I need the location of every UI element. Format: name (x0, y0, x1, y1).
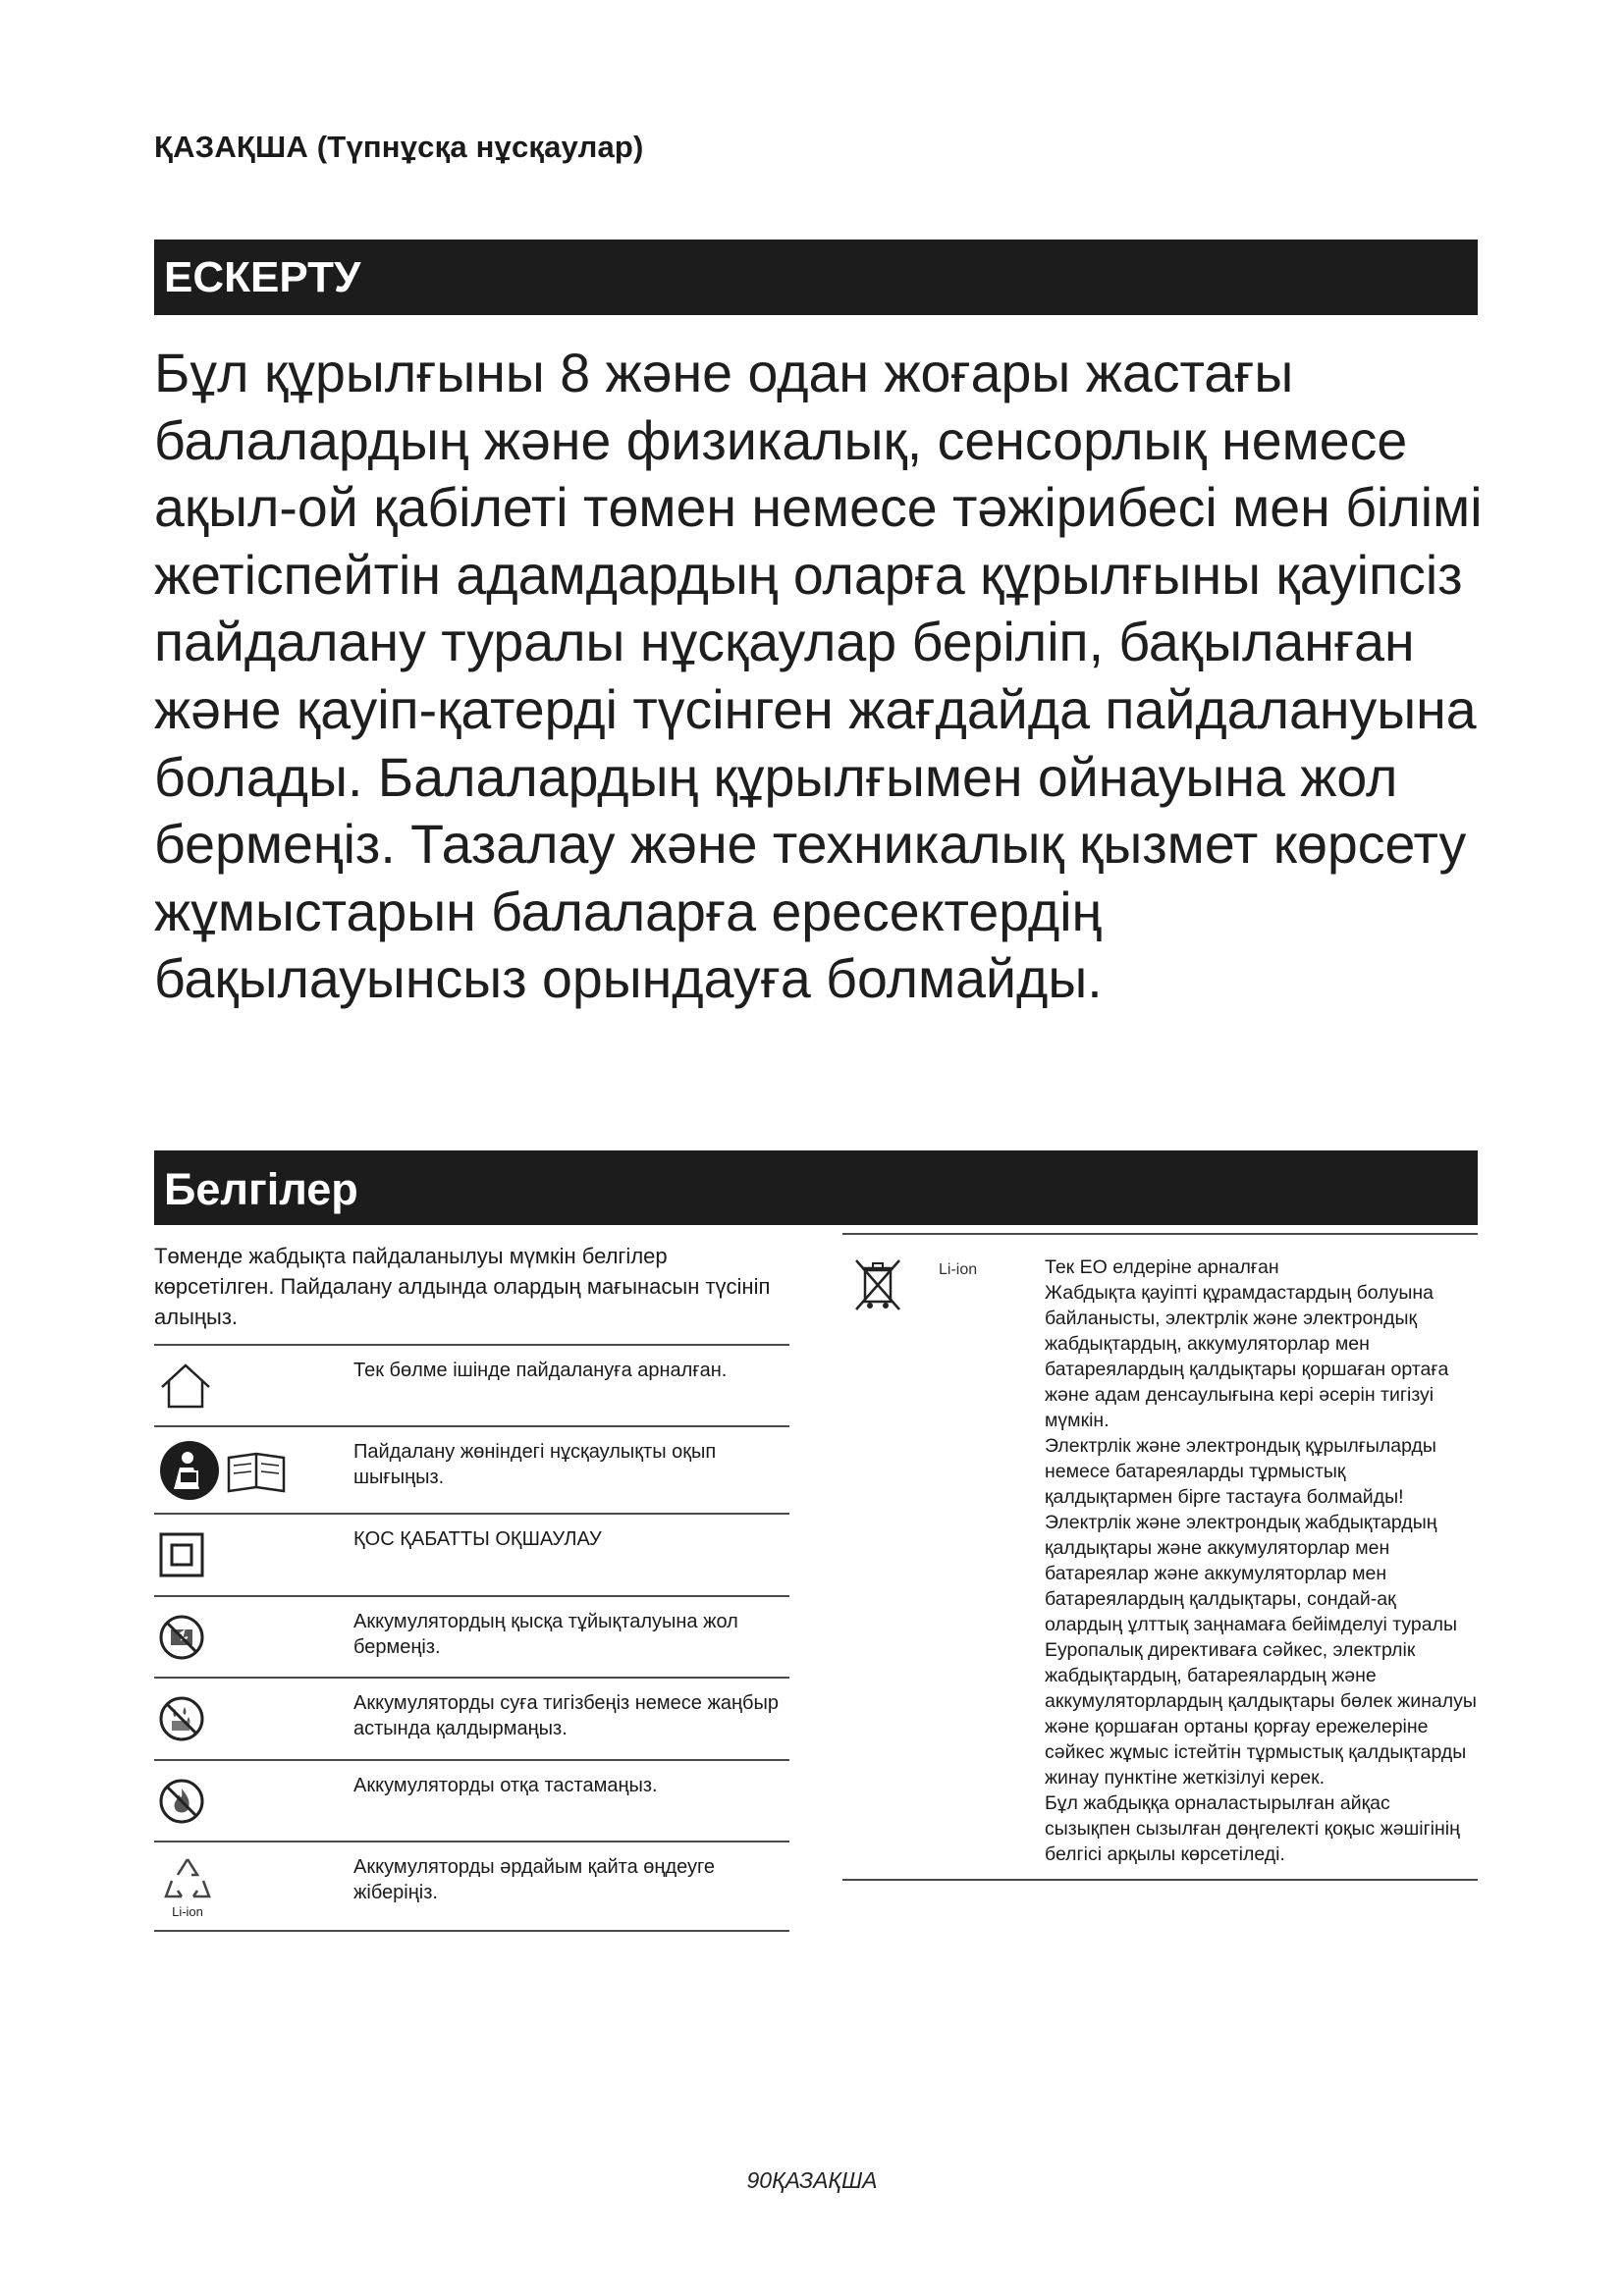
symbol-row (154, 1344, 789, 1425)
symbol-row (154, 1677, 789, 1759)
symbol-text: ҚОС ҚАБАТТЫ ОҚШАУЛАУ (353, 1528, 602, 1550)
weee-label: Li-ion (939, 1261, 978, 1278)
no-short-circuit-icon (154, 1597, 353, 1677)
crossed-out-bin-icon (842, 1255, 939, 1867)
weee-text (1045, 1255, 1478, 1867)
symbol-text: Аккумулятордың қысқа тұйықталуына жол бермеңіз. (353, 1611, 738, 1658)
language-heading: ҚАЗАҚША (Түпнұсқа нұсқаулар) (154, 130, 644, 164)
weee-line: Электрлік және электрондық жабдықтардың қалдықтары және аккумуляторлар мен батареялар және аккумуляторлар мен батареялардың қалдықтары, сондай-ақ олардың ұлттық заңнамаға бейімделуі туралы Еуропалық директиваға сәйкес, электрлік жабдықтардың, батареялардың және аккумуляторлардың қалдықтары бөлек жиналуы және қоршаған ортаны қорғау ережелеріне сәйкес жұмыс істейтін тұрмыстық қалдықтарды жинау пунктіне жеткізілуі керек. (1045, 1512, 1477, 1789)
symbol-text: Аккумуляторды отқа тастамаңыз. (353, 1775, 658, 1796)
double-insulation-icon (154, 1515, 353, 1595)
warning-text: Бұл құрылғыны 8 және одан жоғары жастағы балалардың және физикалық, сенсорлық немесе ақыл-ой қабілеті төмен немесе тәжірибесі мен білімі жетіспейтін адамдардың оларға құрылғыны қауіпсіз пайдалану туралы нұсқаулар беріліп, бақыланған және қауіп-қатерді түсінген жағдайда пайдалануына болады. Балалардың құрылғымен ойнауына жол бермеңіз. Тазалау және техникалық қызмет көрсету жұмыстарын балаларға ересектердің бақылауынсыз орындауға болмайды. (154, 343, 1483, 1010)
read-manual-icon (154, 1427, 353, 1513)
weee-line: Тек ЕО елдеріне арналған (1045, 1256, 1279, 1278)
symbol-row (154, 1841, 789, 1932)
symbol-text: Тек бөлме ішінде пайдалануға арналған. (353, 1360, 728, 1381)
symbols-intro: Төменде жабдықта пайдаланылуы мүмкін белгілер көрсетілген. Пайдалану алдында олардың мағынасын түсініп алыңыз. (154, 1244, 771, 1329)
no-fire-icon (154, 1761, 353, 1841)
symbol-text: Аккумуляторды әрдайым қайта өңдеуге жіберіңіз. (353, 1856, 716, 1903)
symbols-title-bar: Белгілер (154, 1150, 1478, 1225)
symbol-text: Пайдалану жөніндегі нұсқаулықты оқып шығыңыз. (353, 1441, 717, 1488)
symbols-table (154, 1241, 789, 1932)
weee-line: Жабдықта қауіпті құрамдастардың болуына байланысты, электрлік және электрондық жабдықтардың, аккумуляторлар мен батареялардың қалдықтары қоршаған ортаға және адам денсаулығына кері әсерін тигізуі мүмкін. (1045, 1282, 1449, 1431)
no-water-icon (154, 1679, 353, 1759)
symbol-row (154, 1513, 789, 1595)
symbol-row (154, 1759, 789, 1841)
weee-line: Электрлік және электрондық құрылғыларды немесе батареяларды тұрмыстық қалдықтармен бірге тастауға болмайды! (1045, 1435, 1436, 1508)
recycle-li-ion-icon (154, 1842, 353, 1930)
symbol-text: Аккумуляторды суға тигізбеңіз немесе жаңбыр астында қалдырмаңыз. (353, 1692, 779, 1739)
symbol-row (154, 1595, 789, 1677)
warning-title-bar: ЕСКЕРТУ (154, 240, 1478, 315)
weee-line: Бұл жабдыққа орналастырылған айқас сызықпен сызылған дөңгелекті қоқыс жәшігінің белгісі арқылы көрсетіледі. (1045, 1792, 1460, 1865)
house-icon (154, 1346, 353, 1425)
recycle-icon-label: Li-ion (172, 1903, 203, 1919)
symbol-row (154, 1425, 789, 1513)
weee-block (842, 1233, 1478, 1881)
page-footer: 90ҚАЗАҚША (746, 2167, 878, 2193)
